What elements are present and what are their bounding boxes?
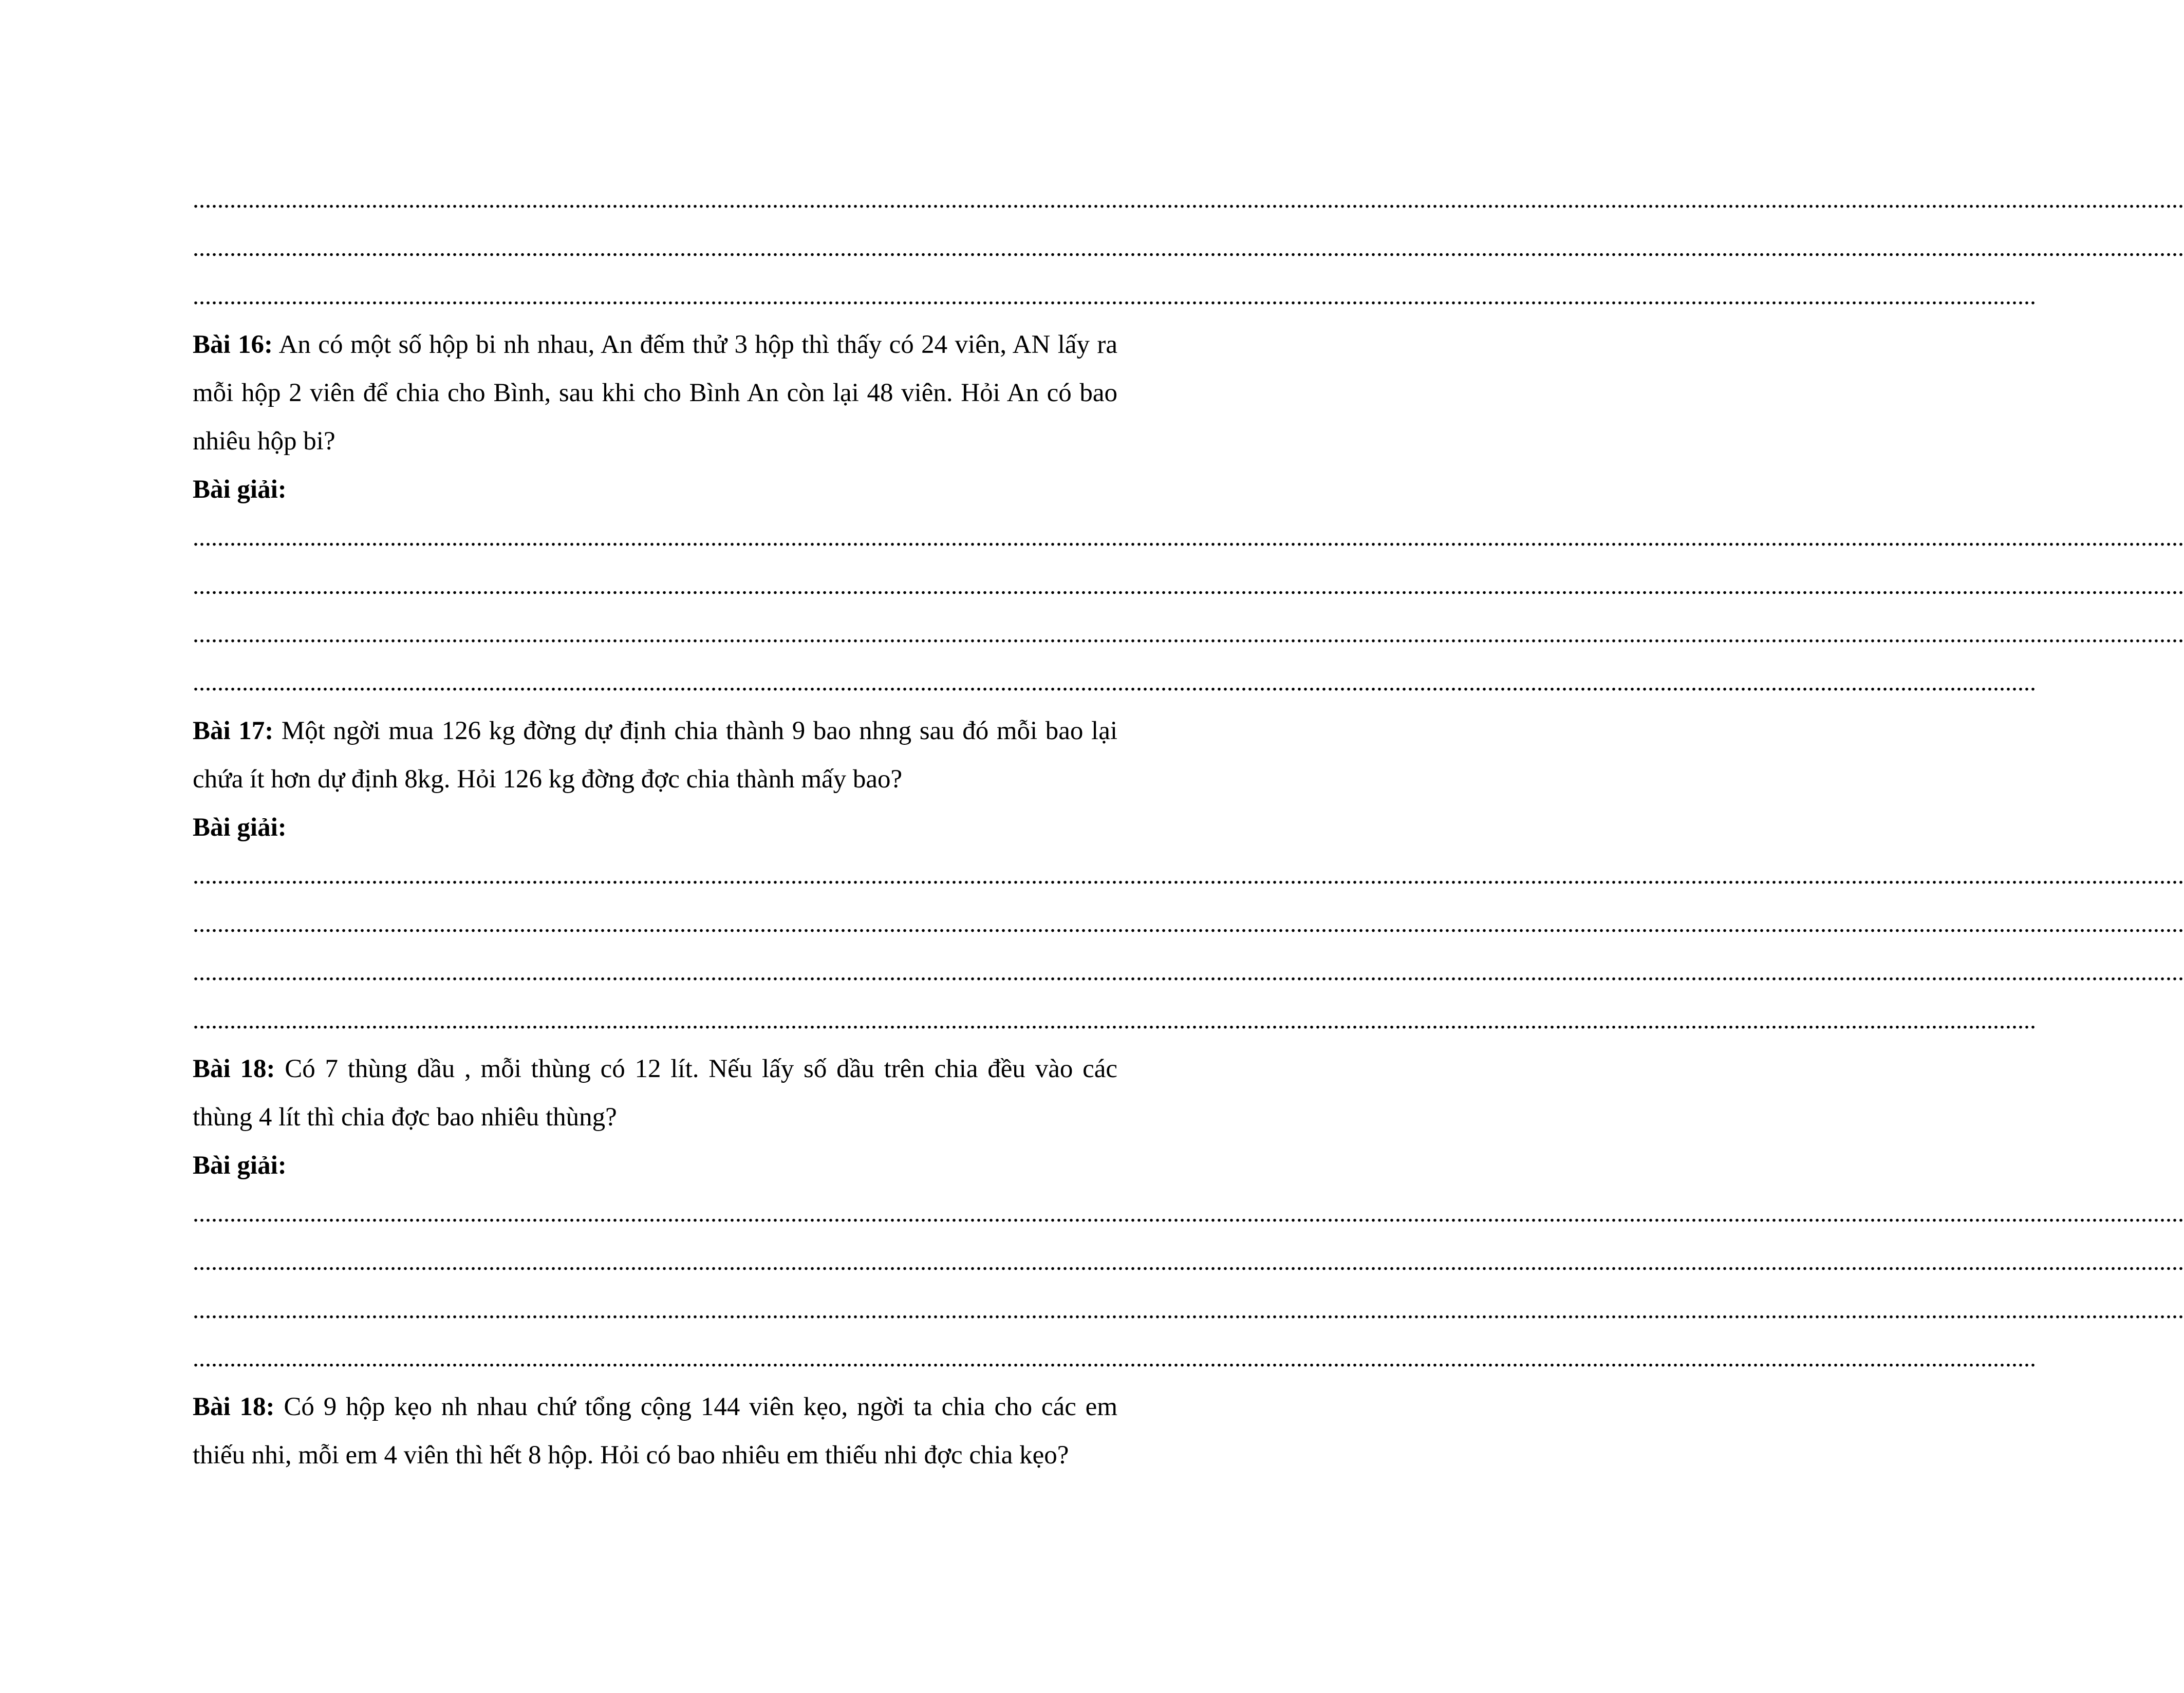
answer-line: ................................................................................................................................................................................................................................................................................................................................... xyxy=(193,910,2184,937)
problem-label: Bài 17: xyxy=(193,717,274,745)
answer-line: ................................................................................................................................................................................................................................................................................................................................... xyxy=(193,862,2184,889)
solution-heading: Bài giải: xyxy=(193,1151,287,1180)
answer-line: ................................................................................................................................................................................................................................................................................................................................... xyxy=(193,1296,2184,1324)
answer-line: ................................................................................................................................................................................................................................................................................................................................... xyxy=(193,234,2184,261)
problem-label: Bài 16: xyxy=(193,330,273,359)
answer-line: ........................................................................................................................................................................................................................................................................................................... xyxy=(193,1345,2036,1372)
problem-text: Có 7 thùng dầu , mỗi thùng có 12 lít. Nếu lấy số dầu trên chia đều vào các thùng 4 lít thì chia đợc bao nhiêu thùng? xyxy=(193,1055,1117,1132)
solution-heading: Bài giải: xyxy=(193,813,287,842)
answer-line: ................................................................................................................................................................................................................................................................................................................................... xyxy=(193,572,2184,599)
answer-line: ........................................................................................................................................................................................................................................................................................................... xyxy=(193,283,2036,310)
problem-16 xyxy=(193,321,1117,465)
problem-18 xyxy=(193,1045,1117,1141)
answer-line: ................................................................................................................................................................................................................................................................................................................................... xyxy=(193,186,2184,213)
problem-17 xyxy=(193,707,1117,803)
answer-line: ................................................................................................................................................................................................................................................................................................................................... xyxy=(193,1248,2184,1275)
answer-line: ................................................................................................................................................................................................................................................................................................................................... xyxy=(193,958,2184,986)
answer-line: ........................................................................................................................................................................................................................................................................................................... xyxy=(193,669,2036,696)
answer-line: ........................................................................................................................................................................................................................................................................................................... xyxy=(193,1007,2036,1034)
problem-label: Bài 18: xyxy=(193,1055,275,1083)
problem-label: Bài 18: xyxy=(193,1393,275,1421)
answer-line: ................................................................................................................................................................................................................................................................................................................................... xyxy=(193,620,2184,648)
problem-text: An có một số hộp bi nh nhau, An đếm thử 3 hộp thì thấy có 24 viên, AN lấy ra mỗi hộp 2 viên để chia cho Bình, sau khi cho Bình An còn lại 48 viên. Hỏi An có bao nhiêu hộp bi? xyxy=(193,330,1117,456)
answer-line: ................................................................................................................................................................................................................................................................................................................................... xyxy=(193,1200,2184,1227)
page-content xyxy=(193,176,2184,1479)
problem-text: Một ngời mua 126 kg đờng dự định chia thành 9 bao nhng sau đó mỗi bao lại chứa ít hơn dự định 8kg. Hỏi 126 kg đờng đợc chia thành mấy bao? xyxy=(193,717,1117,794)
solution-heading: Bài giải: xyxy=(193,475,287,504)
problem-text: Có 9 hộp kẹo nh nhau chứ tổng cộng 144 viên kẹo, ngời ta chia cho các em thiếu nhi, mỗi em 4 viên thì hết 8 hộp. Hỏi có bao nhiêu em thiếu nhi đợc chia kẹo? xyxy=(193,1393,1117,1470)
answer-line: ................................................................................................................................................................................................................................................................................................................................... xyxy=(193,524,2184,551)
problem-18-second xyxy=(193,1383,1117,1479)
